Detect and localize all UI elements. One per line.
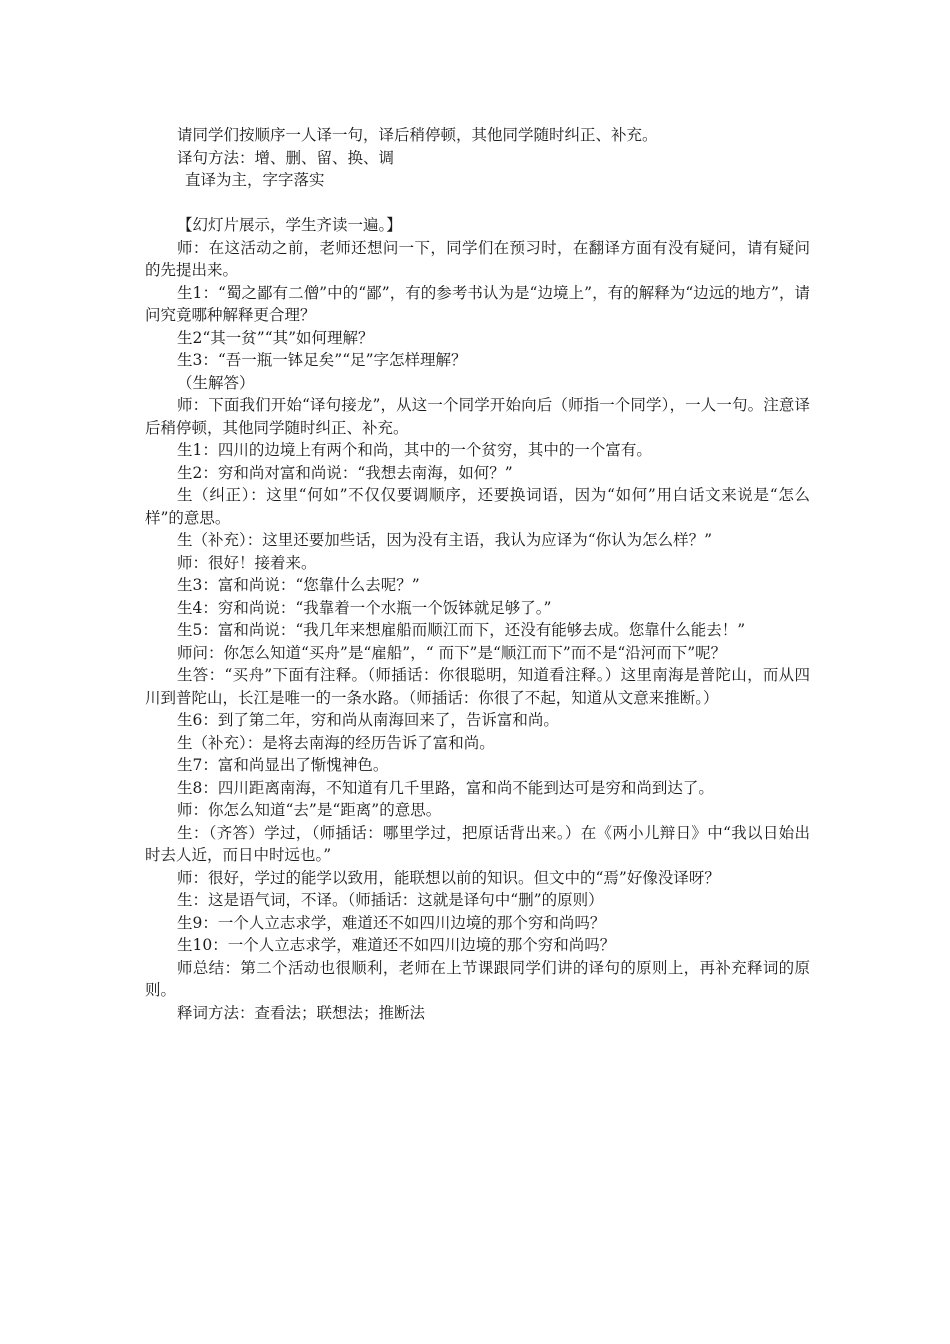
paragraph: 生2：穷和尚对富和尚说：“我想去南海，如何？”	[177, 463, 513, 482]
paragraph: 生：这是语气词，不译。（师插话：这就是译句中“删”的原则）	[177, 891, 604, 909]
paragraph: 直译为主，字字落实	[185, 171, 325, 189]
paragraph: 生5：富和尚说：“我几年来想雇船而顺江而下，还没有能够去成。您靠什么能去！”	[177, 621, 746, 639]
paragraph: 师：下面我们开始“译句接龙”，从这一个同学开始向后（师指一个同学），一人一句。注意译后稍停顿，其他同学随时纠正、补充。	[145, 396, 810, 437]
paragraph: 生1：“蜀之鄙有二僧”中的“鄙”，有的参考书认为是“边境上”，有的解释为“边远的地方”，请问究竟哪种解释更合理？	[145, 283, 810, 324]
paragraph: 生6：到了第二年，穷和尚从南海回来了，告诉富和尚。	[177, 711, 559, 729]
paragraph: 生3：“吾一瓶一钵足矣”“足”字怎样理解？	[177, 351, 467, 369]
paragraph: 请同学们按顺序一人译一句，译后稍停顿，其他同学随时纠正、补充。	[177, 126, 658, 144]
paragraph: 生9：一个人立志求学，难道还不如四川边境的那个穷和尚吗？	[177, 913, 606, 932]
paragraph: 生7：富和尚显出了惭愧神色。	[177, 756, 389, 774]
paragraph: 生3：富和尚说：“您靠什么去呢？”	[177, 576, 420, 594]
paragraph: 生2“其一贫”“其”如何理解？	[177, 328, 374, 347]
paragraph: 师：在这活动之前，老师还想问一下，同学们在预习时，在翻译方面有没有疑问，请有疑问的先提出来。	[145, 238, 810, 279]
paragraph: 生（补充）：这里还要加些话，因为没有主语，我认为应译为“你认为怎么样？”	[177, 531, 713, 549]
paragraph: 师总结：第二个活动也很顺利，老师在上节课跟同学们讲的译句的原则上，再补充释词的原则。	[145, 958, 810, 999]
paragraph: （生解答）	[177, 373, 255, 392]
paragraph: 生8：四川距离南海，不知道有几千里路，富和尚不能到达可是穷和尚到达了。	[177, 778, 714, 797]
paragraph: 师：你怎么知道“去”是“距离”的意思。	[177, 801, 442, 819]
document-body	[145, 124, 810, 1024]
paragraph: 生答：“买舟”下面有注释。（师插话：你很聪明，知道看注释。）这里南海是普陀山，而从四川到普陀山，长江是唯一的一条水路。（师插话：你很了不起，知道从文意来推断。）	[145, 666, 810, 707]
blank-line	[145, 192, 810, 215]
paragraph: 生4：穷和尚说：“我靠着一个水瓶一个饭钵就足够了。”	[177, 598, 552, 617]
paragraph: 师：很好，学过的能学以致用，能联想以前的知识。但文中的“焉”好像没译呀？	[177, 868, 720, 887]
paragraph: 师：很好！接着来。	[177, 553, 317, 572]
paragraph: 生：（齐答）学过，（师插话：哪里学过，把原话背出来。）在《两小儿辩日》中“我以日始出时去人近，而日中时远也。”	[145, 823, 810, 864]
paragraph: 【幻灯片展示，学生齐读一遍。】	[177, 216, 402, 234]
paragraph: 译句方法：增、删、留、换、调	[177, 148, 395, 167]
paragraph: 生（纠正）：这里“何如”不仅仅要调顺序，还要换词语，因为“如何”用白话文来说是“怎么样”的意思。	[145, 486, 810, 527]
paragraph: 师问：你怎么知道“买舟”是“雇船”，“ 而下”是“顺江而下”而不是“沿河而下”呢？	[177, 643, 727, 662]
paragraph: 生1：四川的边境上有两个和尚，其中的一个贫穷，其中的一个富有。	[177, 441, 652, 459]
paragraph: 释词方法：查看法；联想法；推断法	[177, 1003, 426, 1022]
paragraph: 生10：一个人立志求学，难道还不如四川边境的那个穷和尚吗？	[177, 936, 616, 954]
paragraph: 生（补充）：是将去南海的经历告诉了富和尚。	[177, 733, 495, 752]
